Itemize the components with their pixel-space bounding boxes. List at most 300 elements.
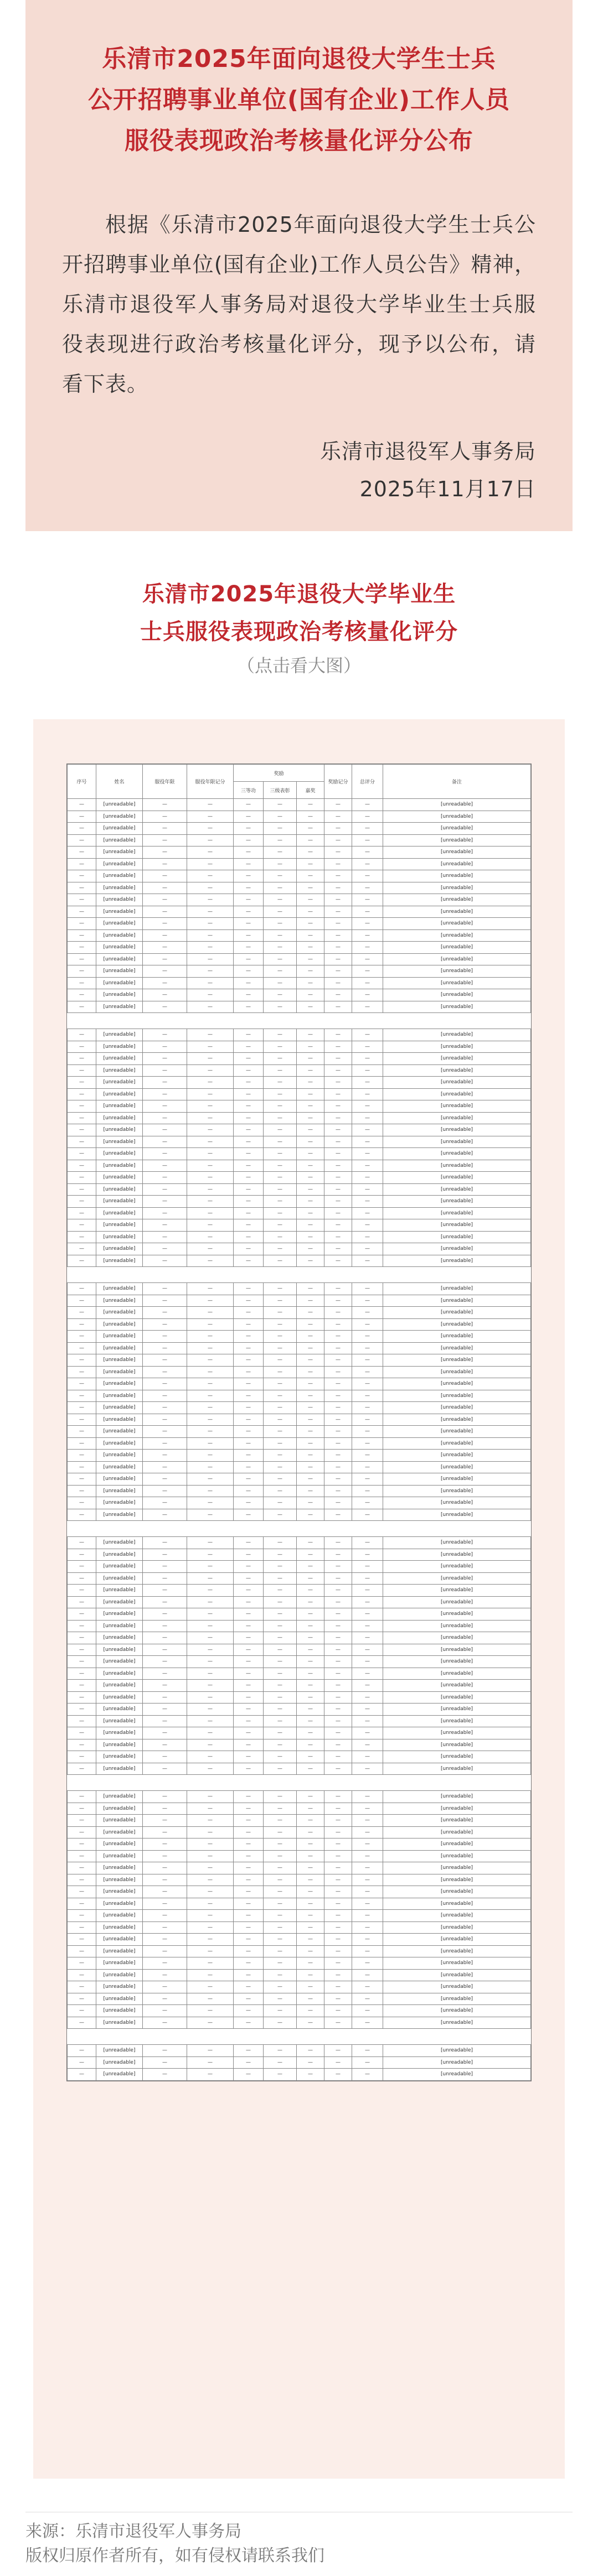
table-cell: [unreadable] <box>383 1668 531 1680</box>
table-cell: — <box>234 1656 264 1668</box>
table-cell: — <box>187 1898 234 1910</box>
table-cell: — <box>324 1461 352 1473</box>
table-cell: — <box>234 1620 264 1632</box>
table-cell: — <box>143 1981 187 1993</box>
table-cell: — <box>297 1342 324 1354</box>
table-cell: — <box>234 1596 264 1608</box>
cell-no: — <box>68 1608 96 1621</box>
header-years-score: 服役年限记分 <box>187 765 234 799</box>
table-cell: — <box>297 799 324 811</box>
table-cell: — <box>264 1561 297 1573</box>
table-cell: — <box>143 1898 187 1910</box>
table-cell: — <box>234 811 264 823</box>
table-row <box>68 1053 531 1065</box>
table-cell: — <box>187 1874 234 1886</box>
cell-name: [unreadable] <box>96 1815 143 1827</box>
table-cell: — <box>297 1509 324 1521</box>
cell-name: [unreadable] <box>96 1572 143 1585</box>
cell-name: [unreadable] <box>96 1485 143 1497</box>
table-row <box>68 1088 531 1100</box>
table-cell: — <box>234 1390 264 1402</box>
cell-name: [unreadable] <box>96 918 143 930</box>
table-row <box>68 1715 531 1727</box>
table-cell: — <box>297 1231 324 1243</box>
table-cell: — <box>352 1497 383 1509</box>
table-cell: — <box>352 1112 383 1124</box>
table-cell: — <box>324 1704 352 1716</box>
table-cell: — <box>297 1585 324 1597</box>
table-cell: — <box>352 1680 383 1692</box>
table-cell: — <box>143 1969 187 1981</box>
cell-no: — <box>68 2017 96 2029</box>
table-cell: — <box>143 1414 187 1426</box>
cell-no: — <box>68 1993 96 2005</box>
table-cell: — <box>264 1124 297 1136</box>
header-total: 总评分 <box>352 765 383 799</box>
table-cell: — <box>324 1318 352 1331</box>
table-cell: — <box>352 1331 383 1343</box>
table-cell: — <box>297 1497 324 1509</box>
table-row <box>68 1572 531 1585</box>
table-row <box>68 1791 531 1803</box>
table-cell: — <box>352 965 383 978</box>
table-cell: — <box>187 1255 234 1267</box>
cell-no: — <box>68 1596 96 1608</box>
cell-name: [unreadable] <box>96 882 143 894</box>
table-cell: — <box>264 1727 297 1739</box>
table-cell: — <box>352 1450 383 1462</box>
table-row <box>68 1680 531 1692</box>
table-cell: — <box>234 1307 264 1319</box>
table-cell: — <box>324 2056 352 2069</box>
table-cell: — <box>324 1243 352 1255</box>
cell-name: [unreadable] <box>96 823 143 835</box>
table-cell: [unreadable] <box>383 1450 531 1462</box>
cell-no: — <box>68 1077 96 1089</box>
table-cell: — <box>234 1183 264 1196</box>
cell-no: — <box>68 1668 96 1680</box>
score-table-figure[interactable] <box>33 719 565 2479</box>
table-cell: — <box>297 1715 324 1727</box>
table-cell: [unreadable] <box>383 1596 531 1608</box>
table-cell: — <box>352 823 383 835</box>
table-cell: — <box>187 1183 234 1196</box>
table-cell: — <box>187 1426 234 1438</box>
table-cell: — <box>143 1838 187 1851</box>
table-cell: — <box>234 1763 264 1775</box>
table-cell: — <box>187 2045 234 2057</box>
table-row <box>68 870 531 882</box>
table-cell: — <box>324 1196 352 1208</box>
table-row <box>68 1100 531 1113</box>
cell-no: — <box>68 1219 96 1232</box>
table-row <box>68 1945 531 1957</box>
table-cell: [unreadable] <box>383 1219 531 1232</box>
table-cell: [unreadable] <box>383 834 531 846</box>
cell-name: [unreadable] <box>96 1283 143 1295</box>
table-cell: — <box>234 1450 264 1462</box>
table-row <box>68 1898 531 1910</box>
cell-no: — <box>68 1029 96 1041</box>
cell-name: [unreadable] <box>96 1763 143 1775</box>
table-cell: — <box>324 1354 352 1367</box>
table-cell: — <box>234 1088 264 1100</box>
table-cell: — <box>143 1196 187 1208</box>
cell-name: [unreadable] <box>96 1295 143 1307</box>
table-row <box>68 894 531 906</box>
table-cell: [unreadable] <box>383 1886 531 1898</box>
table-cell: — <box>264 1993 297 2005</box>
table-cell: [unreadable] <box>383 1921 531 1934</box>
cell-name: [unreadable] <box>96 1243 143 1255</box>
table-cell: — <box>234 906 264 918</box>
table-cell: — <box>143 977 187 989</box>
table-cell: — <box>187 1243 234 1255</box>
table-row <box>68 1402 531 1414</box>
table-cell: — <box>234 1243 264 1255</box>
header-no: 序号 <box>68 765 96 799</box>
table-cell: — <box>297 1596 324 1608</box>
table-cell: — <box>264 1378 297 1390</box>
cell-no: — <box>68 1172 96 1184</box>
table-cell: — <box>352 1993 383 2005</box>
table-cell: — <box>324 989 352 1001</box>
table-cell: — <box>143 989 187 1001</box>
cell-name: [unreadable] <box>96 1100 143 1113</box>
table-cell: — <box>234 1378 264 1390</box>
table-cell: [unreadable] <box>383 965 531 978</box>
table-cell: — <box>324 1572 352 1585</box>
table-cell: — <box>297 1910 324 1922</box>
table-cell: — <box>143 1172 187 1184</box>
cell-no: — <box>68 1283 96 1295</box>
table-cell: — <box>297 1029 324 1041</box>
table-cell: — <box>264 1231 297 1243</box>
cell-name: [unreadable] <box>96 1219 143 1232</box>
table-cell: — <box>324 1585 352 1597</box>
table-cell: — <box>234 1331 264 1343</box>
table-row <box>68 1644 531 1656</box>
table-cell: [unreadable] <box>383 1041 531 1053</box>
table-cell: [unreadable] <box>383 1763 531 1775</box>
table-cell: — <box>324 1862 352 1874</box>
table-cell: — <box>234 1437 264 1450</box>
cell-no: — <box>68 1064 96 1077</box>
table-cell: [unreadable] <box>383 942 531 954</box>
table-cell: — <box>352 2017 383 2029</box>
table-cell: — <box>324 1077 352 1089</box>
click-to-enlarge-hint[interactable]: （点击看大图） <box>236 655 361 676</box>
table-cell: — <box>264 965 297 978</box>
table-cell: — <box>234 1993 264 2005</box>
table-cell: — <box>324 2045 352 2057</box>
cell-name: [unreadable] <box>96 1378 143 1390</box>
cell-name: [unreadable] <box>96 1739 143 1751</box>
table-cell: — <box>297 1148 324 1160</box>
table-cell: — <box>297 1414 324 1426</box>
table-cell: — <box>324 1295 352 1307</box>
table-cell: — <box>352 1437 383 1450</box>
table-cell: — <box>352 1183 383 1196</box>
table-cell: — <box>264 1921 297 1934</box>
table-cell: — <box>143 906 187 918</box>
table-cell: — <box>352 1862 383 1874</box>
table-cell: — <box>352 1957 383 1970</box>
table-group-gap <box>68 1013 531 1029</box>
table-cell: — <box>352 918 383 930</box>
table-cell: — <box>264 1053 297 1065</box>
table-cell: — <box>264 799 297 811</box>
table-cell: — <box>324 1053 352 1065</box>
table-cell: — <box>297 1473 324 1486</box>
table-cell: — <box>324 811 352 823</box>
table-row <box>68 1437 531 1450</box>
table-cell: — <box>352 1041 383 1053</box>
table-cell: [unreadable] <box>383 1537 531 1549</box>
table-cell: — <box>352 1243 383 1255</box>
table-row <box>68 1549 531 1561</box>
table-cell: — <box>352 1585 383 1597</box>
score-table-image[interactable] <box>66 764 532 2081</box>
cell-name: [unreadable] <box>96 906 143 918</box>
table-row <box>68 1739 531 1751</box>
table-cell: — <box>143 1295 187 1307</box>
cell-no: — <box>68 1088 96 1100</box>
cell-name: [unreadable] <box>96 929 143 942</box>
table-row <box>68 2069 531 2081</box>
table-cell: — <box>143 1342 187 1354</box>
table-cell: — <box>352 2056 383 2069</box>
table-row <box>68 1934 531 1946</box>
table-cell: — <box>264 870 297 882</box>
table-cell: — <box>352 834 383 846</box>
table-cell: — <box>352 1172 383 1184</box>
table-cell: — <box>234 1934 264 1946</box>
cell-no: — <box>68 1473 96 1486</box>
table-cell: — <box>297 1283 324 1295</box>
table-cell: — <box>234 1803 264 1815</box>
table-cell: — <box>324 1112 352 1124</box>
table-cell: [unreadable] <box>383 1331 531 1343</box>
cell-no: — <box>68 1585 96 1597</box>
table-cell: — <box>297 1826 324 1838</box>
table-cell: — <box>187 1307 234 1319</box>
table-cell: — <box>324 1255 352 1267</box>
table-cell: [unreadable] <box>383 1910 531 1922</box>
table-cell: — <box>143 2005 187 2017</box>
table-cell: — <box>324 1620 352 1632</box>
cell-no: — <box>68 1450 96 1462</box>
table-cell: — <box>264 1088 297 1100</box>
table-cell: — <box>324 1064 352 1077</box>
table-cell: — <box>297 1437 324 1450</box>
table-cell: — <box>234 834 264 846</box>
table-cell: — <box>297 894 324 906</box>
table-cell: — <box>297 1815 324 1827</box>
table-cell: — <box>324 1414 352 1426</box>
table-cell: — <box>234 1898 264 1910</box>
cell-no: — <box>68 1886 96 1898</box>
table-cell: [unreadable] <box>383 1497 531 1509</box>
table-cell: — <box>352 1029 383 1041</box>
table-cell: — <box>297 1390 324 1402</box>
table-cell: [unreadable] <box>383 1934 531 1946</box>
cell-name: [unreadable] <box>96 1850 143 1862</box>
cell-name: [unreadable] <box>96 1549 143 1561</box>
table-cell: — <box>297 834 324 846</box>
table-cell: — <box>264 1680 297 1692</box>
table-cell: [unreadable] <box>383 1366 531 1378</box>
table-row <box>68 1450 531 1462</box>
table-cell: — <box>297 1307 324 1319</box>
cell-no: — <box>68 799 96 811</box>
table-cell: [unreadable] <box>383 1461 531 1473</box>
table-cell: — <box>234 1874 264 1886</box>
table-cell: [unreadable] <box>383 1029 531 1041</box>
table-cell: — <box>297 1632 324 1644</box>
table-cell: [unreadable] <box>383 2005 531 2017</box>
table-cell: — <box>187 799 234 811</box>
table-cell: — <box>297 2069 324 2081</box>
table-cell: — <box>234 1497 264 1509</box>
cell-no: — <box>68 1509 96 1521</box>
table-cell: [unreadable] <box>383 1850 531 1862</box>
table-row <box>68 1041 531 1053</box>
table-row <box>68 1957 531 1970</box>
table-cell: — <box>187 1620 234 1632</box>
table-row <box>68 811 531 823</box>
table-cell: — <box>143 1077 187 1089</box>
table-cell: — <box>143 1307 187 1319</box>
cell-no: — <box>68 1691 96 1704</box>
table-cell: — <box>352 1668 383 1680</box>
table-cell: — <box>143 1255 187 1267</box>
table-cell: — <box>352 1485 383 1497</box>
table-cell: [unreadable] <box>383 846 531 859</box>
table-cell: — <box>234 1826 264 1838</box>
cell-no: — <box>68 1957 96 1970</box>
cell-no: — <box>68 846 96 859</box>
table-cell: — <box>143 1934 187 1946</box>
table-cell: [unreadable] <box>383 1608 531 1621</box>
table-row <box>68 1029 531 1041</box>
table-cell: — <box>324 953 352 965</box>
table-cell: — <box>352 2045 383 2057</box>
table-cell: — <box>297 1934 324 1946</box>
table-cell: — <box>143 1124 187 1136</box>
table-row <box>68 1136 531 1148</box>
cell-no: — <box>68 1981 96 1993</box>
table-cell: — <box>297 1886 324 1898</box>
table-cell: — <box>264 1255 297 1267</box>
table-cell: [unreadable] <box>383 977 531 989</box>
table-header-row <box>68 765 531 782</box>
table-cell: — <box>324 1791 352 1803</box>
table-cell: [unreadable] <box>383 1993 531 2005</box>
table-row <box>68 1378 531 1390</box>
table-row <box>68 1064 531 1077</box>
table-cell: [unreadable] <box>383 1136 531 1148</box>
table-cell: — <box>187 2005 234 2017</box>
table-cell: — <box>324 965 352 978</box>
table-cell: — <box>264 1437 297 1450</box>
table-cell: — <box>264 1183 297 1196</box>
table-cell: — <box>264 1981 297 1993</box>
table-cell: — <box>324 1608 352 1621</box>
table-cell: — <box>234 1886 264 1898</box>
cell-name: [unreadable] <box>96 1255 143 1267</box>
table-cell: — <box>187 965 234 978</box>
announcement-title-line: 公开招聘事业单位(国有企业)工作人员 <box>87 86 511 114</box>
table-cell: — <box>143 1826 187 1838</box>
table-cell: — <box>324 1632 352 1644</box>
cell-name: [unreadable] <box>96 1910 143 1922</box>
table-row <box>68 1969 531 1981</box>
table-cell: — <box>324 1219 352 1232</box>
cell-name: [unreadable] <box>96 1331 143 1343</box>
table-cell: — <box>352 1414 383 1426</box>
cell-no: — <box>68 1656 96 1668</box>
cell-name: [unreadable] <box>96 1041 143 1053</box>
score-table-body <box>68 799 531 2081</box>
table-cell: [unreadable] <box>383 1957 531 1970</box>
table-cell: — <box>264 1148 297 1160</box>
table-cell: — <box>264 1934 297 1946</box>
table-cell: — <box>352 1803 383 1815</box>
table-cell: — <box>234 1473 264 1486</box>
table-cell: — <box>264 811 297 823</box>
table-cell: — <box>264 1691 297 1704</box>
table-cell: — <box>264 1064 297 1077</box>
table-cell: [unreadable] <box>383 1981 531 1993</box>
table-row <box>68 1112 531 1124</box>
table-cell: — <box>143 1378 187 1390</box>
table-cell: — <box>352 1815 383 1827</box>
table-cell: — <box>234 1136 264 1148</box>
table-cell: — <box>297 1196 324 1208</box>
table-cell: — <box>187 1160 234 1172</box>
table-row <box>68 1632 531 1644</box>
cell-no: — <box>68 1969 96 1981</box>
table-row <box>68 1850 531 1862</box>
table-cell: — <box>324 1838 352 1851</box>
table-cell: — <box>324 906 352 918</box>
cell-no: — <box>68 1354 96 1367</box>
table-cell: — <box>264 1331 297 1343</box>
table-cell: — <box>324 1148 352 1160</box>
cell-name: [unreadable] <box>96 1596 143 1608</box>
table-cell: — <box>234 1691 264 1704</box>
cell-name: [unreadable] <box>96 1450 143 1462</box>
table-cell: — <box>297 1331 324 1343</box>
table-row <box>68 1509 531 1521</box>
table-cell: — <box>264 1537 297 1549</box>
table-cell: [unreadable] <box>383 1509 531 1521</box>
cell-name: [unreadable] <box>96 894 143 906</box>
table-cell: [unreadable] <box>383 1632 531 1644</box>
cell-name: [unreadable] <box>96 1898 143 1910</box>
table-cell: — <box>187 1088 234 1100</box>
cell-no: — <box>68 1727 96 1739</box>
table-cell: — <box>324 1426 352 1438</box>
cell-name: [unreadable] <box>96 1077 143 1089</box>
table-cell: — <box>234 1509 264 1521</box>
table-cell: — <box>264 1112 297 1124</box>
table-cell: — <box>143 942 187 954</box>
table-cell: — <box>264 1414 297 1426</box>
table-cell: — <box>264 918 297 930</box>
table-row <box>68 1255 531 1267</box>
